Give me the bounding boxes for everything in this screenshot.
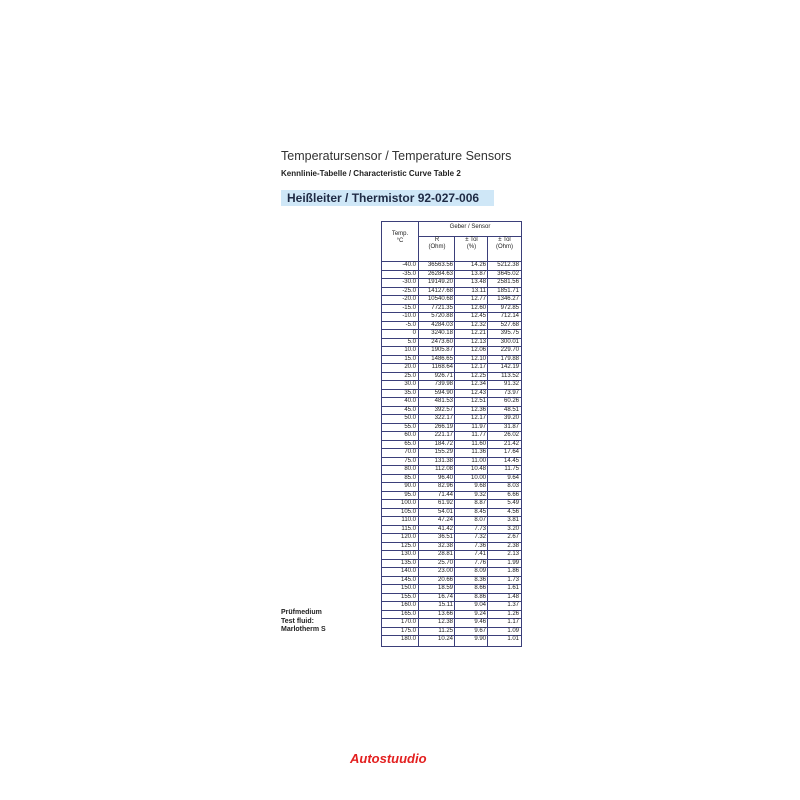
cell-temp: 160.0 — [400, 602, 416, 608]
cell-temp: 30.0 — [404, 381, 416, 387]
cell-resistance: 131.38 — [434, 457, 453, 464]
cell-tol-percent: 12.60 — [470, 304, 486, 311]
table-row — [382, 516, 521, 525]
cell-tol-percent: 8.66 — [474, 585, 486, 591]
cell-resistance: 26284.63 — [427, 270, 453, 277]
cell-tol-ohm: 712.14 — [500, 313, 519, 319]
cell-tol-ohm: 2581.56 — [497, 279, 519, 285]
table-row — [382, 270, 521, 279]
cell-tol-percent: 12.21 — [470, 330, 486, 336]
cell-resistance: 184.72 — [434, 440, 453, 447]
cell-tol-ohm: 3.20 — [507, 525, 519, 532]
table-row — [382, 287, 521, 296]
table-row — [382, 440, 521, 449]
cell-resistance: 19149.20 — [427, 279, 453, 285]
cell-temp: 70.0 — [404, 449, 416, 455]
cell-temp: 120.0 — [400, 534, 416, 540]
cell-tol-percent: 10.00 — [470, 474, 486, 481]
cell-tol-percent: 11.00 — [471, 457, 486, 464]
table-row — [382, 338, 521, 347]
cell-tol-percent: 7.73 — [474, 525, 486, 532]
cell-resistance: 3240.18 — [431, 330, 453, 336]
cell-resistance: 14127.68 — [427, 287, 453, 294]
cell-tol-percent: 9.24 — [474, 610, 486, 617]
cell-temp: 35.0 — [404, 389, 416, 396]
cell-temp: 80.0 — [404, 466, 416, 472]
table-row — [382, 635, 521, 644]
cell-tol-ohm: 8.03 — [507, 483, 519, 489]
characteristic-curve-table — [381, 221, 522, 647]
table-row — [382, 372, 521, 381]
table-row — [382, 397, 521, 406]
cell-temp: 50.0 — [404, 415, 416, 421]
cell-tol-percent: 9.32 — [474, 491, 486, 498]
table-row — [382, 474, 521, 483]
table-row — [382, 278, 521, 287]
header-sensor-group: Geber / Sensor — [449, 224, 491, 230]
cell-tol-ohm: 1.99 — [507, 559, 519, 566]
table-header — [382, 222, 521, 261]
header-resistance-unit: (Ohm) — [428, 244, 446, 250]
cell-temp: 85.0 — [404, 474, 416, 481]
cell-tol-ohm: 1346.27 — [497, 296, 519, 302]
cell-temp: -30.0 — [402, 279, 416, 285]
cell-tol-percent: 13.87 — [470, 270, 486, 277]
cell-tol-percent: 8.45 — [474, 508, 486, 515]
cell-tol-ohm: 73.97 — [503, 389, 519, 396]
cell-tol-ohm: 142.19 — [500, 364, 519, 370]
cell-tol-percent: 7.32 — [474, 534, 486, 540]
cell-resistance: 5720.88 — [431, 313, 453, 319]
table-row — [382, 550, 521, 559]
cell-resistance: 10.24 — [437, 636, 453, 642]
cell-tol-percent: 8.36 — [474, 576, 486, 583]
header-temp-label: Temp. — [391, 231, 409, 237]
cell-temp: 105.0 — [400, 508, 416, 515]
table-row — [382, 312, 521, 321]
cell-temp: 175.0 — [400, 627, 416, 634]
cell-temp: 90.0 — [404, 483, 416, 489]
cell-tol-ohm: 229.70 — [500, 347, 519, 353]
cell-resistance: 25.70 — [437, 559, 453, 566]
cell-tol-percent: 7.41 — [474, 551, 486, 557]
cell-temp: 170.0 — [400, 619, 416, 625]
cell-tol-percent: 12.32 — [470, 321, 486, 328]
cell-temp: -35.0 — [402, 270, 416, 277]
cell-temp: 115.0 — [401, 525, 416, 532]
cell-temp: 135.0 — [400, 559, 416, 566]
cell-temp: 145.0 — [400, 576, 416, 583]
cell-tol-ohm: 1.01 — [507, 636, 519, 642]
table-row — [382, 355, 521, 364]
cell-resistance: 47.24 — [437, 517, 453, 523]
table-row — [382, 465, 521, 474]
cell-tol-ohm: 3645.02 — [497, 270, 519, 277]
cell-tol-percent: 8.09 — [474, 568, 486, 574]
table-row — [382, 618, 521, 627]
cell-resistance: 481.53 — [434, 398, 453, 404]
cell-resistance: 18.59 — [437, 585, 453, 591]
table-row — [382, 448, 521, 457]
cell-resistance: 36.51 — [437, 534, 453, 540]
cell-tol-percent: 11.97 — [471, 423, 486, 430]
cell-tol-ohm: 21.42 — [503, 440, 519, 447]
header-tolerance-ohm — [488, 237, 521, 251]
cell-tol-ohm: 91.32 — [503, 381, 519, 387]
table-row — [382, 431, 521, 440]
cell-resistance: 221.17 — [434, 432, 453, 438]
table-row — [382, 567, 521, 576]
cell-temp: -25.0 — [402, 287, 416, 294]
cell-resistance: 61.92 — [437, 500, 453, 506]
cell-tol-percent: 12.06 — [470, 347, 486, 353]
cell-tol-ohm: 1.37 — [507, 602, 519, 608]
cell-resistance: 54.01 — [437, 508, 453, 515]
cell-resistance: 266.19 — [434, 423, 453, 430]
cell-temp: 125.0 — [400, 542, 416, 549]
product-banner: Heißleiter / Thermistor 92-027-006 — [281, 190, 494, 206]
cell-resistance: 23.00 — [437, 568, 453, 574]
cell-temp: 5.0 — [407, 338, 416, 345]
table-row — [382, 482, 521, 491]
cell-temp: 165.0 — [400, 610, 416, 617]
table-row — [382, 601, 521, 610]
cell-tol-percent: 8.07 — [474, 517, 486, 523]
header-tolohm-label: ± Tol — [498, 237, 511, 243]
table-row — [382, 576, 521, 585]
cell-resistance: 13.66 — [437, 610, 453, 617]
cell-resistance: 2473.60 — [431, 338, 453, 345]
cell-tol-percent: 9.68 — [474, 483, 486, 489]
brand-watermark: Autostuudio — [350, 751, 427, 766]
cell-resistance: 96.40 — [437, 474, 453, 481]
header-tolpct-unit: (%) — [466, 244, 477, 250]
cell-resistance: 7721.35 — [431, 304, 453, 311]
table-row — [382, 584, 521, 593]
cell-temp: 140.0 — [400, 568, 416, 574]
cell-resistance: 4284.03 — [431, 321, 453, 328]
cell-tol-ohm: 11.75 — [504, 466, 519, 472]
cell-tol-ohm: 9.64 — [507, 474, 519, 481]
header-tolerance-percent — [455, 237, 488, 251]
cell-temp: 45.0 — [404, 406, 416, 413]
cell-tol-percent: 8.87 — [474, 500, 486, 506]
table-row — [382, 491, 521, 500]
header-temp — [382, 231, 418, 245]
cell-tol-ohm: 4.56 — [507, 508, 519, 515]
cell-temp: 180.0 — [400, 636, 416, 642]
cell-temp: 20.0 — [404, 364, 416, 370]
header-temp-unit: °C — [396, 238, 404, 244]
cell-tol-ohm: 60.26 — [503, 398, 519, 404]
page-title: Temperatursensor / Temperature Sensors — [281, 149, 512, 163]
cell-tol-ohm: 972.85 — [500, 304, 519, 311]
table-row — [382, 499, 521, 508]
cell-tol-ohm: 300.01 — [500, 338, 519, 345]
table-row — [382, 321, 521, 330]
cell-resistance: 392.57 — [434, 406, 453, 413]
cell-tol-ohm: 395.75 — [500, 330, 519, 336]
header-resistance-label: R — [434, 237, 440, 243]
cell-resistance: 20.66 — [437, 576, 453, 583]
table-row — [382, 261, 521, 270]
cell-tol-ohm: 3.81 — [507, 517, 519, 523]
cell-resistance: 41.42 — [437, 525, 453, 532]
test-fluid-note — [281, 609, 326, 635]
cell-tol-ohm: 1.48 — [507, 593, 519, 600]
header-tolohm-unit: (Ohm) — [496, 244, 513, 250]
cell-tol-ohm: 6.66 — [507, 491, 519, 498]
cell-temp: 25.0 — [404, 372, 416, 379]
cell-tol-percent: 11.77 — [471, 432, 486, 438]
cell-temp: 75.0 — [404, 457, 416, 464]
table-row — [382, 533, 521, 542]
cell-resistance: 112.08 — [435, 466, 453, 472]
cell-tol-ohm: 2.13 — [507, 551, 519, 557]
cell-temp: 65.0 — [404, 440, 416, 447]
table-row — [382, 508, 521, 517]
cell-tol-percent: 13.11 — [471, 287, 486, 294]
table-row — [382, 610, 521, 619]
cell-temp: -20.0 — [402, 296, 416, 302]
cell-resistance: 12.38 — [437, 619, 453, 625]
cell-tol-ohm: 5.49 — [507, 500, 519, 506]
cell-tol-ohm: 1.17 — [507, 619, 519, 625]
cell-resistance: 322.17 — [434, 415, 453, 421]
table-row — [382, 363, 521, 372]
cell-tol-ohm: 39.20 — [503, 415, 519, 421]
cell-resistance: 71.44 — [437, 491, 453, 498]
test-fluid-label-en: Test fluid: — [281, 617, 314, 625]
cell-temp: -5.0 — [405, 321, 416, 328]
cell-tol-ohm: 31.87 — [503, 423, 519, 430]
cell-tol-percent: 12.43 — [470, 389, 486, 396]
header-resistance — [419, 237, 455, 251]
cell-tol-ohm: 2.38 — [507, 542, 519, 549]
cell-temp: 95.0 — [404, 491, 416, 498]
cell-tol-ohm: 48.51 — [503, 406, 519, 413]
cell-tol-percent: 9.67 — [474, 627, 486, 634]
cell-tol-ohm: 2.67 — [507, 534, 519, 540]
table-row — [382, 423, 521, 432]
cell-temp: -15.0 — [402, 304, 416, 311]
table-row — [382, 627, 521, 636]
cell-tol-percent: 9.04 — [474, 602, 486, 608]
table-row — [382, 389, 521, 398]
cell-tol-ohm: 1851.71 — [497, 287, 519, 294]
cell-resistance: 1486.65 — [431, 355, 453, 362]
cell-tol-percent: 12.10 — [470, 355, 486, 362]
table-row — [382, 406, 521, 415]
cell-tol-percent: 14.26 — [470, 262, 486, 268]
cell-resistance: 11.25 — [438, 627, 453, 634]
cell-tol-ohm: 1.61 — [507, 585, 519, 591]
table-row — [382, 304, 521, 313]
cell-resistance: 1168.64 — [431, 364, 453, 370]
cell-tol-ohm: 1.09 — [507, 627, 519, 634]
page-subtitle: Kennlinie-Tabelle / Characteristic Curve Table 2 — [281, 169, 461, 178]
table-row — [382, 525, 521, 534]
cell-tol-percent: 13.48 — [470, 279, 486, 285]
cell-tol-ohm: 26.02 — [503, 432, 519, 438]
cell-resistance: 739.98 — [434, 381, 453, 387]
cell-tol-ohm: 527.68 — [500, 321, 519, 328]
cell-tol-ohm: 179.88 — [500, 355, 519, 362]
cell-tol-percent: 9.90 — [474, 636, 486, 642]
cell-temp: -10.0 — [402, 313, 416, 319]
cell-temp: 0 — [412, 330, 416, 336]
cell-temp: 10.0 — [404, 347, 416, 353]
cell-tol-ohm: 5212.38 — [497, 262, 519, 268]
cell-temp: 100.0 — [400, 500, 416, 506]
cell-temp: 130.0 — [400, 551, 416, 557]
cell-tol-percent: 11.60 — [471, 440, 486, 447]
table-row — [382, 457, 521, 466]
cell-temp: 150.0 — [400, 585, 416, 591]
cell-tol-percent: 11.36 — [471, 449, 486, 455]
cell-tol-percent: 7.36 — [474, 542, 486, 549]
cell-temp: 155.0 — [400, 593, 416, 600]
table-row — [382, 380, 521, 389]
cell-temp: 15.0 — [404, 355, 416, 362]
cell-tol-percent: 7.76 — [474, 559, 486, 566]
cell-tol-ohm: 1.73 — [507, 576, 519, 583]
cell-tol-percent: 12.17 — [470, 415, 486, 421]
cell-resistance: 926.71 — [434, 372, 453, 379]
cell-tol-ohm: 17.64 — [503, 449, 519, 455]
cell-temp: -40.0 — [402, 262, 416, 268]
cell-tol-ohm: 113.52 — [501, 372, 519, 379]
cell-tol-percent: 12.25 — [470, 372, 486, 379]
cell-resistance: 15.11 — [438, 602, 453, 608]
cell-tol-percent: 12.17 — [470, 364, 486, 370]
cell-resistance: 28.81 — [437, 551, 453, 557]
cell-temp: 55.0 — [404, 423, 416, 430]
cell-temp: 60.0 — [404, 432, 416, 438]
header-tolpct-label: ± Tol — [465, 237, 478, 243]
table-row — [382, 559, 521, 568]
cell-tol-percent: 10.48 — [470, 466, 486, 472]
cell-resistance: 155.29 — [434, 449, 453, 455]
cell-tol-percent: 12.36 — [470, 406, 486, 413]
table-row — [382, 414, 521, 423]
table-row — [382, 346, 521, 355]
table-row — [382, 329, 521, 338]
cell-tol-percent: 8.86 — [474, 593, 486, 600]
cell-tol-ohm: 1.86 — [507, 568, 519, 574]
cell-resistance: 36563.56 — [427, 262, 453, 268]
cell-tol-percent: 12.51 — [470, 398, 486, 404]
test-fluid-label-de: Prüfmedium — [281, 609, 322, 616]
cell-tol-percent: 12.77 — [470, 296, 486, 302]
cell-resistance: 16.74 — [437, 593, 453, 600]
cell-resistance: 594.90 — [434, 389, 453, 396]
cell-resistance: 82.96 — [437, 483, 453, 489]
table-body — [382, 261, 521, 644]
cell-temp: 40.0 — [404, 398, 416, 404]
table-row — [382, 542, 521, 551]
cell-tol-ohm: 14.45 — [503, 457, 519, 464]
cell-tol-percent: 12.45 — [470, 313, 486, 319]
cell-resistance: 10540.68 — [427, 296, 453, 302]
cell-temp: 110.0 — [401, 517, 416, 523]
cell-tol-percent: 9.46 — [474, 619, 486, 625]
cell-resistance: 1905.87 — [431, 347, 453, 353]
cell-resistance: 32.38 — [437, 542, 453, 549]
cell-tol-ohm: 1.26 — [507, 610, 519, 617]
table-row — [382, 295, 521, 304]
cell-tol-percent: 12.13 — [470, 338, 486, 345]
cell-tol-percent: 12.34 — [470, 381, 486, 387]
table-row — [382, 593, 521, 602]
test-fluid-value: Marlotherm S — [281, 626, 326, 633]
